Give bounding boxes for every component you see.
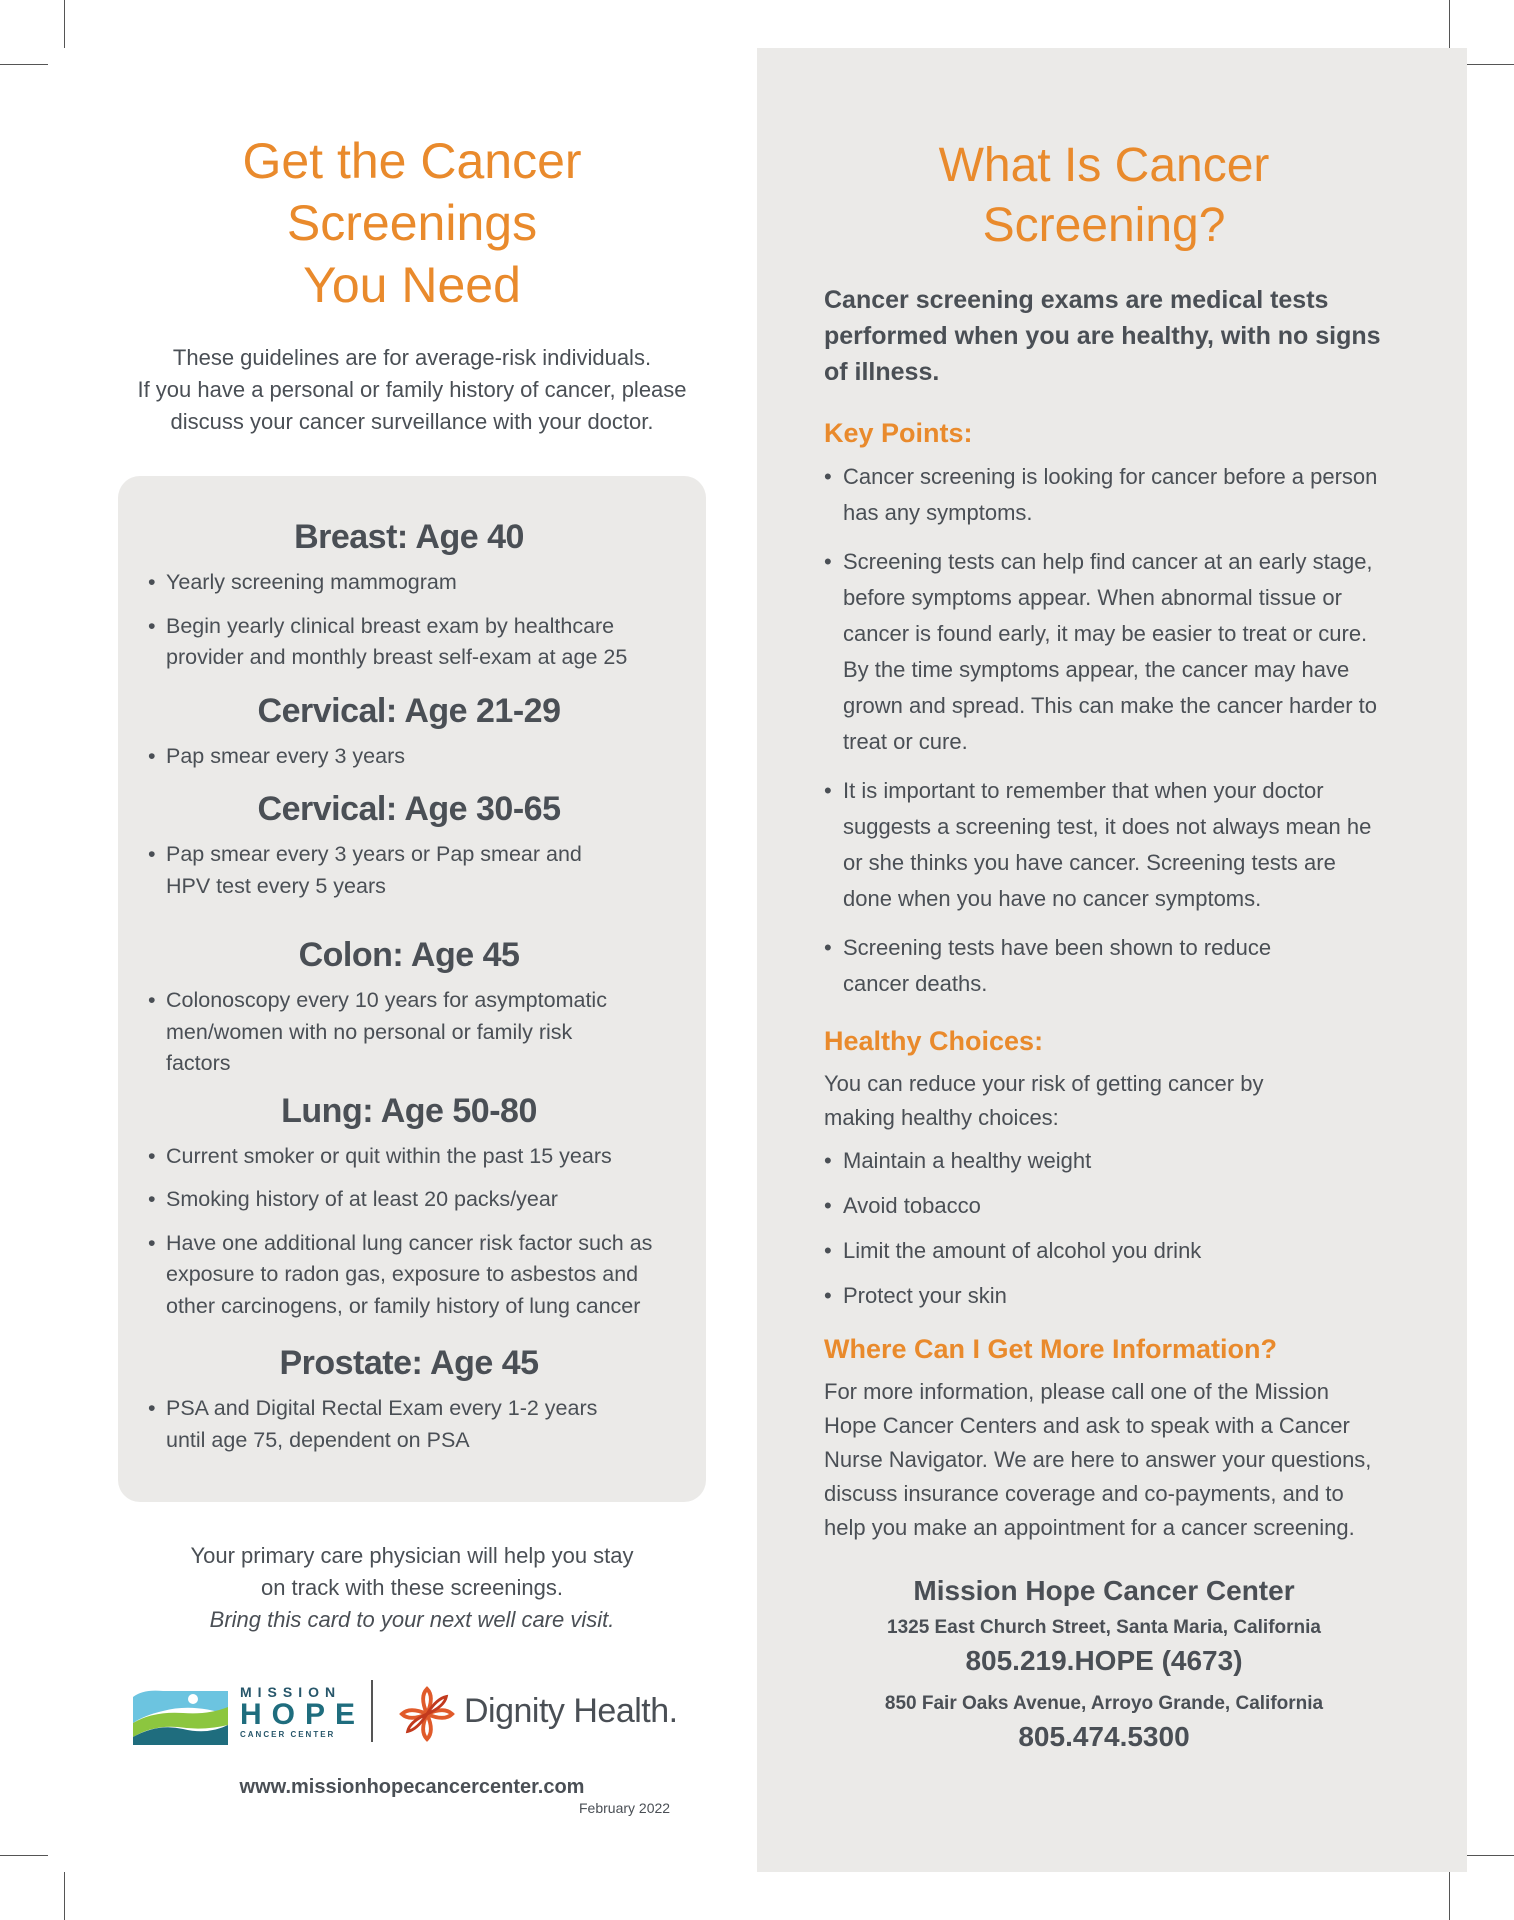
logo-hope-text: HOPE xyxy=(240,1698,366,1731)
intro-line: These guidelines are for average-risk individuals. xyxy=(172,345,652,370)
list-item: • Pap smear every 3 years xyxy=(146,741,672,773)
crop-mark xyxy=(64,1872,65,1920)
mission-hope-wordmark xyxy=(240,1684,365,1740)
title-line-2: You Need xyxy=(303,257,521,313)
healthy-choices-list xyxy=(824,1143,1384,1314)
cervical-21-list xyxy=(146,741,672,773)
intro-text xyxy=(118,342,706,438)
intro-line: discuss your cancer surveillance with your doctor. xyxy=(170,409,654,434)
list-item: • Maintain a healthy weight xyxy=(824,1143,1384,1179)
screening-guidelines-box xyxy=(118,476,706,1502)
dignity-health-flower-icon xyxy=(398,1685,456,1743)
right-title: What Is Cancer Screening? xyxy=(938,139,1270,252)
dignity-health-wordmark: Dignity Health. xyxy=(464,1692,678,1730)
key-points-heading: Key Points: xyxy=(824,418,973,448)
crop-mark xyxy=(64,0,65,48)
title-line-1: Get the Cancer Screenings xyxy=(242,133,582,251)
list-item: • Colonoscopy every 10 years for asymptomatic men/women with no personal or family risk factors xyxy=(146,985,672,1080)
list-item: • Screening tests have been shown to reduce cancer deaths. xyxy=(824,930,1384,1002)
closing-line: Your primary care physician will help you stay xyxy=(190,1543,634,1568)
list-item: • Screening tests can help find cancer at an early stage, before symptoms appear. When abnormal tissue or cancer is found early, it may be easier to treat or cure. By the time symptoms appear, the cancer may have grown and spread. This can make the cancer harder to treat or cure. xyxy=(824,544,1384,760)
left-column xyxy=(118,130,706,1799)
list-item: • PSA and Digital Rectal Exam every 1-2 years until age 75, dependent on PSA xyxy=(146,1393,672,1456)
key-points-list xyxy=(824,459,1384,1002)
cervical-30-list xyxy=(146,839,672,902)
crop-mark xyxy=(0,64,48,65)
more-info-text: For more information, please call one of the Mission Hope Cancer Centers and ask to speak with a Cancer Nurse Navigator. We are here to answer your questions, discuss insurance coverage and co-payments, and to help you make an appointment for a cancer screening. xyxy=(824,1379,1372,1540)
list-item: • Smoking history of at least 20 packs/year xyxy=(146,1184,672,1216)
colon-list xyxy=(146,985,672,1080)
list-item: • Yearly screening mammogram xyxy=(146,567,672,599)
more-info-heading: Where Can I Get More Information? xyxy=(824,1334,1278,1364)
list-item: • Avoid tobacco xyxy=(824,1188,1384,1224)
list-item: • Have one additional lung cancer risk factor such as exposure to radon gas, exposure to asbestos and other carcinogens, or family history of lung cancer xyxy=(146,1228,672,1323)
address-santa-maria: 1325 East Church Street, Santa Maria, California xyxy=(887,1617,1321,1638)
list-item: • Current smoker or quit within the past 15 years xyxy=(146,1141,672,1173)
logo-row xyxy=(118,1680,706,1770)
phone-santa-maria[interactable]: 805.219.HOPE (4673) xyxy=(965,1645,1243,1676)
logo-mission-text: MISSION xyxy=(240,1684,342,1700)
section-title-lung: Lung: Age 50-80 xyxy=(281,1091,537,1130)
section-title-colon: Colon: Age 45 xyxy=(298,936,520,974)
lung-list xyxy=(146,1141,672,1323)
healthy-intro: You can reduce your risk of getting cancer by making healthy choices: xyxy=(824,1071,1264,1130)
website-link[interactable]: www.missionhopecancercenter.com xyxy=(239,1776,585,1798)
breast-list xyxy=(146,567,672,674)
list-item: • Cancer screening is looking for cancer before a person has any symptoms. xyxy=(824,459,1384,531)
healthy-choices-heading: Healthy Choices: xyxy=(824,1026,1044,1056)
crop-mark xyxy=(0,1855,48,1856)
crop-mark xyxy=(1449,0,1450,48)
center-name: Mission Hope Cancer Center xyxy=(913,1575,1295,1606)
logo-divider xyxy=(371,1680,373,1742)
list-item: • It is important to remember that when your doctor suggests a screening test, it does not always mean he or she thinks you have cancer. Screening tests are done when you have no cancer symptoms. xyxy=(824,773,1384,917)
closing-italic: Bring this card to your next well care visit. xyxy=(209,1607,615,1632)
lead-text: Cancer screening exams are medical tests performed when you are healthy, with no signs of illness. xyxy=(824,286,1381,386)
right-column xyxy=(824,136,1384,1753)
mission-hope-logo-icon xyxy=(133,1685,233,1745)
crop-mark xyxy=(1466,1855,1514,1856)
contact-block xyxy=(824,1575,1384,1753)
list-item: • Protect your skin xyxy=(824,1278,1384,1314)
prostate-list xyxy=(146,1393,672,1456)
publication-date: February 2022 xyxy=(579,1800,671,1816)
address-arroyo-grande: 850 Fair Oaks Avenue, Arroyo Grande, California xyxy=(884,1693,1324,1714)
section-title-cervical-30: Cervical: Age 30-65 xyxy=(257,790,561,828)
list-item: • Pap smear every 3 years or Pap smear and HPV test every 5 years xyxy=(146,839,672,902)
section-title-breast: Breast: Age 40 xyxy=(294,518,524,556)
intro-line: If you have a personal or family history of cancer, please xyxy=(137,377,687,402)
crop-mark xyxy=(1449,1872,1450,1920)
closing-line: on track with these screenings. xyxy=(260,1575,564,1600)
phone-arroyo-grande[interactable]: 805.474.5300 xyxy=(1018,1721,1190,1752)
section-title-cervical-21: Cervical: Age 21-29 xyxy=(257,691,561,730)
crop-mark xyxy=(1466,64,1514,65)
section-title-prostate: Prostate: Age 45 xyxy=(279,1344,539,1382)
list-item: • Limit the amount of alcohol you drink xyxy=(824,1233,1384,1269)
list-item: • Begin yearly clinical breast exam by healthcare provider and monthly breast self-exam at age 25 xyxy=(146,611,672,674)
closing-text xyxy=(118,1540,706,1636)
logo-cancer-center-text: CANCER CENTER xyxy=(240,1730,336,1739)
page-title xyxy=(118,130,706,316)
